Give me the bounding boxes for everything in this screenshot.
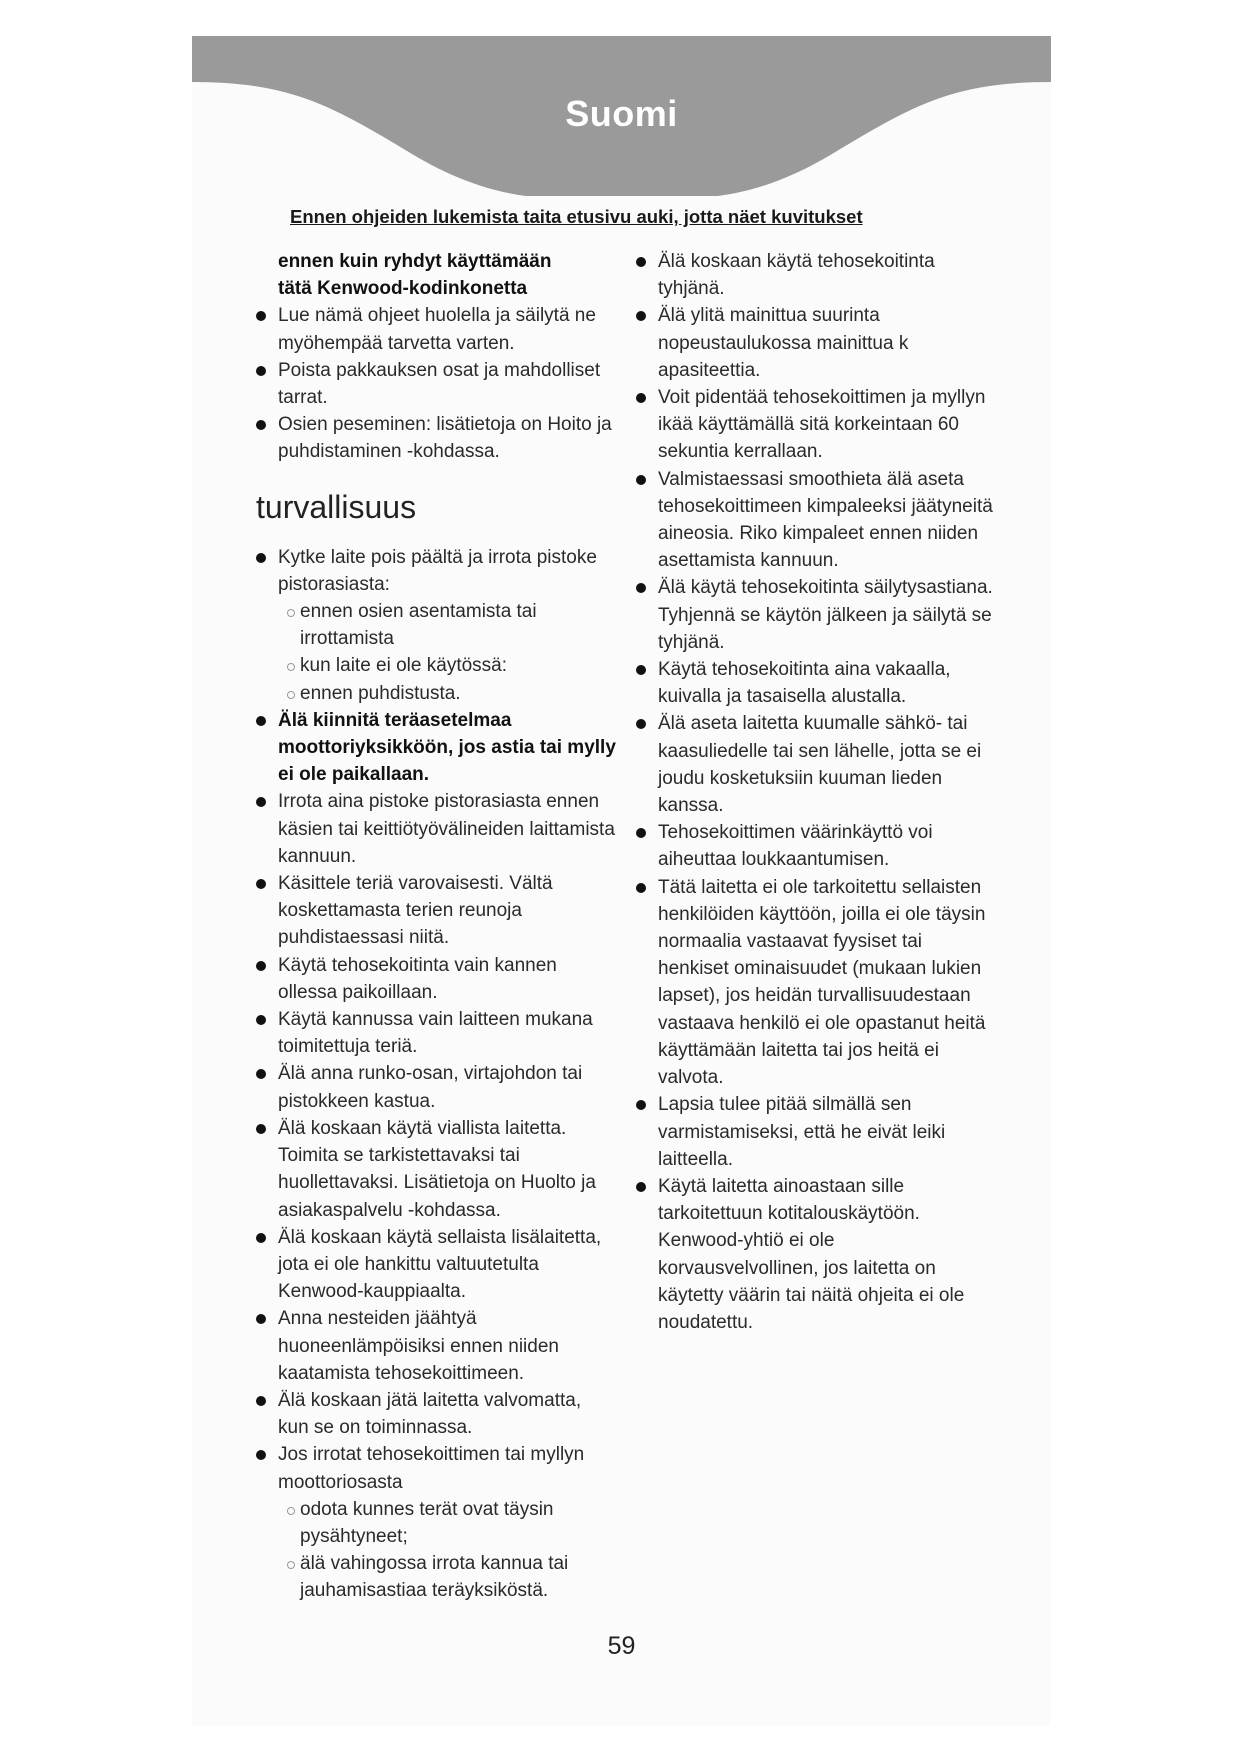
bullet-icon (636, 1100, 646, 1110)
bullet-icon (256, 716, 266, 726)
sub-list-item-text: odota kunnes terät ovat täysin pysähtyneet; (300, 1498, 554, 1547)
list-item (256, 1305, 616, 1387)
sub-bullet-icon (287, 609, 295, 617)
safety-list (256, 544, 616, 1605)
sub-list-item (256, 1496, 616, 1550)
list-item (636, 1091, 996, 1173)
sub-list-item-text: kun laite ei ole käytössä: (300, 655, 508, 677)
intro-heading-line: ennen kuin ryhdyt käyttämään (278, 251, 552, 272)
list-item-text: Älä koskaan käytä tehosekoitinta tyhjänä. (658, 251, 935, 300)
sub-list-item-text: ennen osien asentamista tai irrottamista (300, 601, 537, 650)
list-item (256, 544, 616, 707)
list-item-text: Tehosekoittimen väärinkäyttö voi aiheuttaa loukkaantumisen. (658, 822, 933, 871)
sub-list-item-text: ennen puhdistusta. (300, 682, 461, 704)
list-item (636, 248, 996, 302)
bullet-icon (256, 1015, 266, 1025)
list-item-text: Älä koskaan käytä sellaista lisälaitetta, jota ei ole hankittu valtuutetulta Kenwood-kauppiaalta. (278, 1226, 602, 1303)
list-item-text: Käytä tehosekoitinta aina vakaalla, kuivalla ja tasaisella alustalla. (658, 659, 951, 708)
bullet-icon (256, 1396, 266, 1406)
bullet-icon (256, 1233, 266, 1243)
intro-heading (256, 248, 616, 302)
page-number: 59 (607, 1632, 636, 1660)
sub-bullet-icon (287, 1507, 295, 1515)
bullet-icon (256, 553, 266, 563)
list-item-text: Lue nämä ohjeet huolella ja säilytä ne myöhempää tarvetta varten. (278, 305, 596, 354)
bullet-icon (636, 257, 646, 267)
list-item (636, 466, 996, 575)
bullet-icon (636, 475, 646, 485)
intro-heading-line: tätä Kenwood-kodinkonetta (278, 278, 528, 300)
bullet-icon (636, 583, 646, 593)
list-item-text: Irrota aina pistoke pistorasiasta ennen käsien tai keittiötyövälineiden laittamista kannuun. (278, 791, 615, 867)
list-item-text: Voit pidentää tehosekoittimen ja myllyn ikää käyttämällä sitä korkeintaan 60 sekuntia kerrallaan. (658, 387, 986, 463)
list-item (256, 1115, 616, 1224)
list-item-text: Älä anna runko-osan, virtajohdon tai pistokkeen kastua. (278, 1063, 583, 1112)
section-heading: turvallisuus (256, 488, 417, 525)
list-item-text: Älä koskaan käytä viallista laitetta. Toimita se tarkistettavaksi tai huollettavaksi. Lisätietoja on Huolto ja asiakaspalvelu -kohdassa. (278, 1117, 596, 1221)
list-item-text: Jos irrotat tehosekoittimen tai myllyn moottoriosasta (278, 1444, 585, 1493)
list-item (636, 819, 996, 873)
list-item (256, 1387, 616, 1441)
list-item-text: Osien peseminen: lisätietoja on Hoito ja puhdistaminen -kohdassa. (278, 414, 612, 463)
bullet-icon (256, 1314, 266, 1324)
list-item (256, 1060, 616, 1114)
list-item (636, 574, 996, 656)
bullet-icon (636, 393, 646, 403)
list-item (256, 1224, 616, 1306)
list-item-text: Älä käytä tehosekoitinta säilytysastiana. Tyhjennä se käytön jälkeen ja säilytä se tyhjänä. (658, 577, 993, 653)
sub-list-item-text: älä vahingossa irrota kannua tai jauhamisastiaa teräyksiköstä. (300, 1553, 569, 1602)
bullet-icon (256, 366, 266, 376)
list-item-warning (256, 707, 616, 789)
list-item-text: Anna nesteiden jäähtyä huoneenlämpöisiksi ennen niiden kaatamista tehosekoittimeen. (278, 1308, 559, 1384)
sub-bullet-icon (287, 1561, 295, 1569)
bullet-icon (636, 719, 646, 729)
sub-bullet-icon (287, 663, 295, 671)
list-item (256, 1441, 616, 1604)
list-item-text: Älä koskaan jätä laitetta valvomatta, kun se on toiminnassa. (278, 1389, 582, 1439)
list-item-text: Älä ylitä mainittua suurinta nopeustaulukossa mainittua k apasiteettia. (658, 305, 909, 381)
safety-list-continued (636, 248, 996, 1336)
list-item-text: Käytä tehosekoitinta vain kannen ollessa paikoillaan. (278, 954, 557, 1003)
list-item (256, 411, 616, 465)
bullet-icon (256, 797, 266, 807)
list-item (256, 1006, 616, 1060)
list-item-text: Käsittele teriä varovaisesti. Vältä koskettamasta terien reunoja puhdistaessasi niitä. (278, 873, 553, 949)
bullet-icon (256, 1124, 266, 1134)
list-item (256, 870, 616, 952)
bullet-icon (256, 1450, 266, 1460)
page-language-title: Suomi (565, 93, 678, 134)
list-item-text: Älä aseta laitetta kuumalle sähkö- tai kaasuliedelle tai sen lähelle, jotta se ei joudu kosketuksiin kuuman lieden kanssa. (658, 713, 982, 817)
bullet-icon (636, 883, 646, 893)
sub-list-item (256, 598, 616, 652)
list-item (256, 952, 616, 1006)
list-item (636, 710, 996, 819)
list-item (256, 302, 616, 356)
bullet-icon (636, 828, 646, 838)
list-item-text: Valmistaessasi smoothieta älä aseta tehosekoittimeen kimpaleeksi jäätyneitä aineosia. Riko kimpaleet ennen niiden asettamista kannuun. (658, 468, 993, 572)
sub-list-item (256, 680, 616, 707)
list-item-text: Lapsia tulee pitää silmällä sen varmistamiseksi, että he eivät leiki laitteella. (658, 1094, 946, 1170)
list-item (636, 656, 996, 710)
bullet-icon (636, 1182, 646, 1192)
left-column (256, 248, 616, 1605)
sub-list-item (256, 652, 616, 679)
list-item-text: Tätä laitetta ei ole tarkoitettu sellaisten henkilöiden käyttöön, joilla ei ole täysin normaalia vastaavat fyysiset tai henkiset ominaisuudet (mukaan lukien lapset), jos heidän turvallisuudestaan vastaava henkilö ei ole opastanut heitä käyttämään laitetta tai jos heitä ei valvota. (658, 876, 986, 1089)
bullet-icon (256, 879, 266, 889)
intro-list (256, 302, 616, 465)
sub-list (256, 598, 616, 707)
list-item-text: Kytke laite pois päältä ja irrota pistoke pistorasiasta: (278, 546, 597, 595)
right-column (636, 248, 996, 1336)
list-item-text: Älä kiinnitä teräasetelmaa moottoriyksikköön, jos astia tai mylly ei ole paikallaan. (278, 709, 616, 786)
bullet-icon (256, 961, 266, 971)
bullet-icon (256, 311, 266, 321)
sub-bullet-icon (287, 691, 295, 699)
list-item-text: Käytä kannussa vain laitteen mukana toimitettuja teriä. (278, 1009, 593, 1058)
bullet-icon (256, 420, 266, 430)
list-item-text: Käytä laitetta ainoastaan sille tarkoitettuun kotitalouskäytöön. Kenwood-yhtiö ei ole korvausvelvollinen, jos laitetta on käytetty väärin tai näitä ohjeita ei ole noudatettu. (658, 1175, 965, 1333)
list-item-text: Poista pakkauksen osat ja mahdolliset tarrat. (278, 359, 601, 409)
list-item (256, 357, 616, 411)
bullet-icon (636, 665, 646, 675)
list-item (636, 1173, 996, 1336)
sub-list-item (256, 1550, 616, 1604)
list-item (256, 788, 616, 870)
list-item (636, 302, 996, 384)
list-item (636, 874, 996, 1092)
fold-out-notice: Ennen ohjeiden lukemista taita etusivu auki, jotta näet kuvitukset (290, 206, 863, 227)
bullet-icon (636, 311, 646, 321)
list-item (636, 384, 996, 466)
bullet-icon (256, 1069, 266, 1079)
sub-list (256, 1496, 616, 1605)
